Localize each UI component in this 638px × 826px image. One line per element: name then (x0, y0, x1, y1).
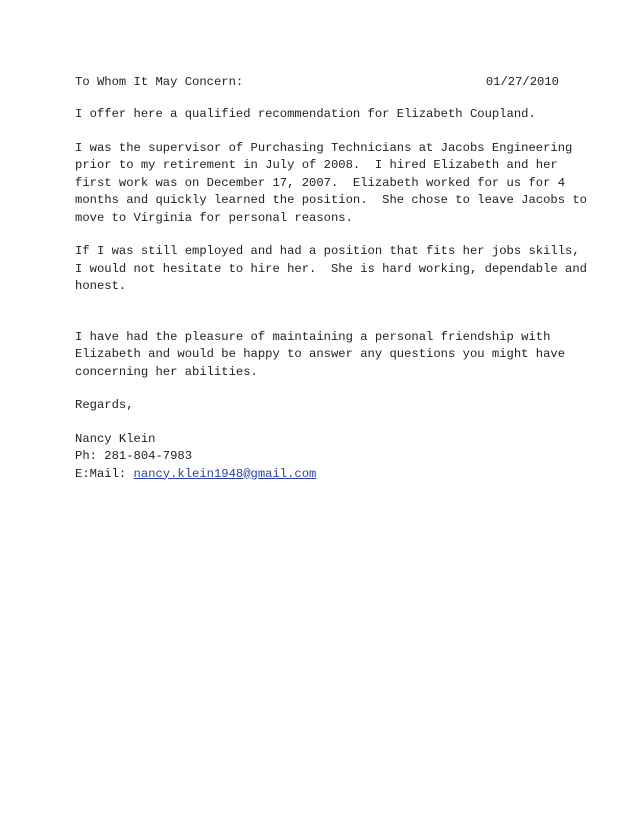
paragraph-line: prior to my retirement in July of 2008. I hired Elizabeth and her (75, 158, 558, 172)
body-paragraph-1 (75, 140, 587, 228)
paragraph-line: honest. (75, 279, 127, 293)
signature-block (75, 431, 565, 484)
paragraph-line: I was the supervisor of Purchasing Technicians at Jacobs Engineering (75, 140, 573, 155)
paragraph-line: I have had the pleasure of maintaining a personal friendship with (75, 329, 551, 344)
signer-phone: Ph: 281-804-7983 (75, 449, 193, 463)
salutation: To Whom It May Concern: (75, 75, 244, 89)
letter-header (75, 74, 559, 91)
paragraph-line: first work was on December 17, 2007. Elizabeth worked for us for 4 (75, 175, 566, 190)
paragraph-line: Elizabeth and would be happy to answer any questions you might have (75, 347, 566, 361)
body-paragraph-2 (75, 243, 587, 296)
letter-page (75, 74, 587, 483)
body-paragraph-3 (75, 329, 565, 382)
email-label: E:Mail: (75, 466, 134, 481)
signer-name: Nancy Klein (75, 431, 156, 446)
email-link[interactable]: nancy.klein1948@gmail.com (133, 466, 317, 481)
closing: Regards, (75, 398, 134, 412)
letter-date: 01/27/2010 (485, 75, 559, 89)
signer-email-line (75, 466, 565, 484)
paragraph-line: If I was still employed and had a position that fits her jobs skills, (75, 244, 580, 258)
intro-paragraph: I offer here a qualified recommendation for Elizabeth Coupland. (75, 107, 536, 121)
paragraph-line: move to Virginia for personal reasons. (75, 210, 353, 225)
paragraph-line: I would not hesitate to hire her. She is hard working, dependable and (75, 261, 587, 276)
paragraph-line: concerning her abilities. (75, 364, 258, 379)
paragraph-line: months and quickly learned the position. She chose to leave Jacobs to (75, 193, 587, 207)
